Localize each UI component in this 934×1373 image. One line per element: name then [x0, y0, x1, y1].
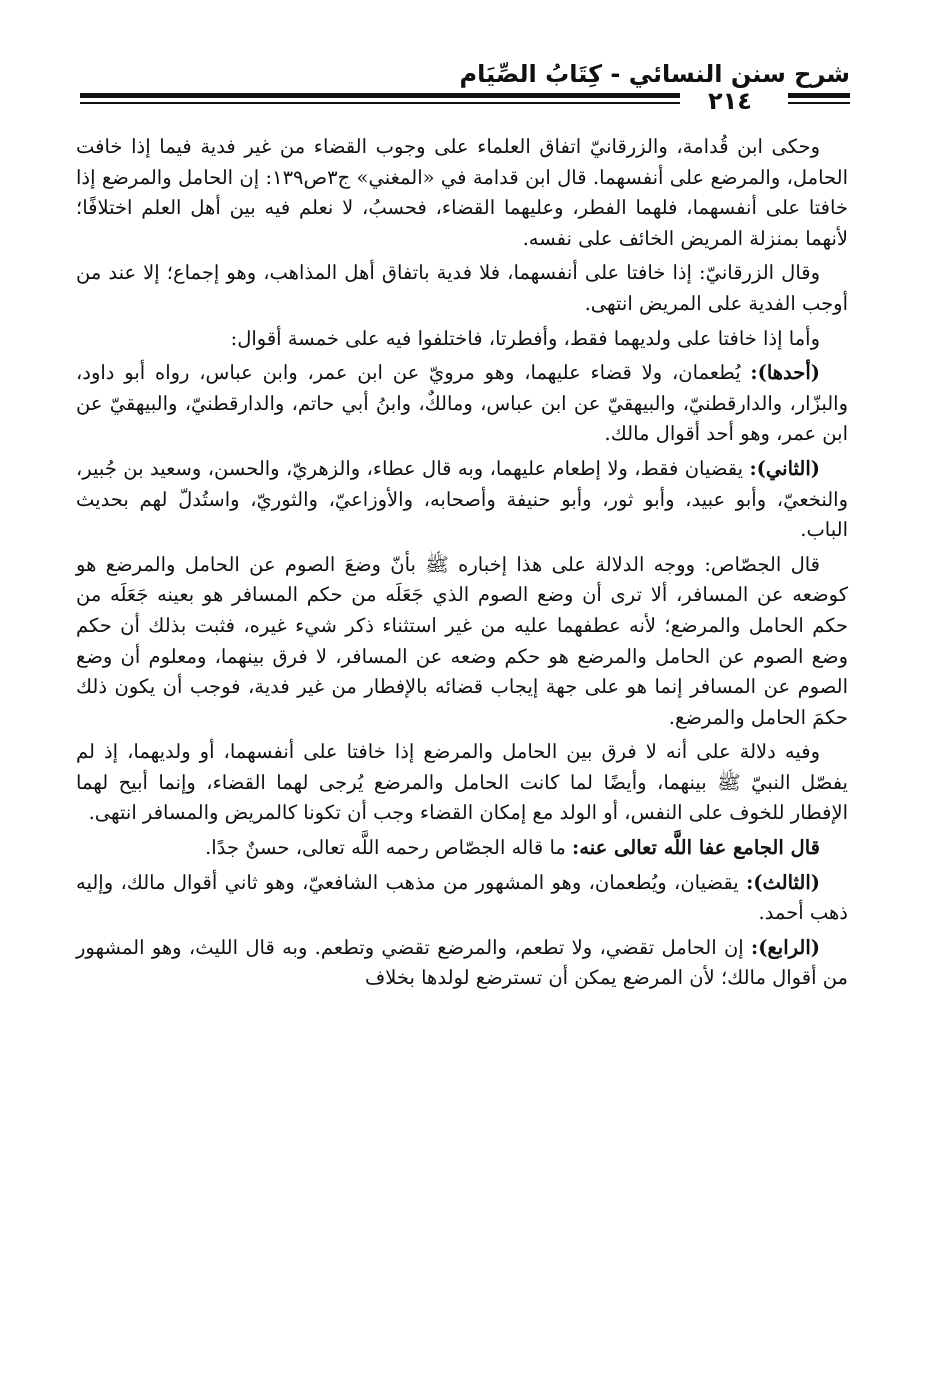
- paragraph-text: يُطعمان، ولا قضاء عليهما، وهو مرويّ عن ابن عمر، وابن عباس، رواه أبو داود، والبزّار، والدارقطنيّ، والبيهقيّ عن ابن عباس، ومالكٌ، وابنُ أبي حاتم، والدارقطنيّ، والبيهقيّ عن ابن عمر، وهو أحد أقوال مالك.: [76, 361, 848, 446]
- paragraph-text: إن الحامل تقضي، ولا تطعم، والمرضع تقضي وتطعم. وبه قال الليث، وهو المشهور من أقوال مالك؛ لأن المرضع يمكن أن تسترضع لولدها بخلاف: [76, 935, 848, 990]
- paragraph: [76, 258, 848, 319]
- paragraph-text: وأما إذا خافتا على ولديهما فقط، وأفطرتا، فاختلفوا فيه على خمسة أقوال:: [230, 326, 820, 350]
- paragraph-lead: (أحدها):: [750, 361, 820, 385]
- paragraph: [76, 833, 848, 864]
- paragraph-text: وقال الزرقانيّ: إذا خافتا على أنفسهما، فلا فدية باتفاق أهل المذاهب، وهو إجماع؛ إلا عند من أوجب الفدية على المريض انتهى.: [76, 261, 848, 315]
- paragraph: [76, 737, 848, 829]
- paragraph: [76, 358, 848, 450]
- paragraph: [76, 132, 848, 254]
- header-rule-thick: [80, 93, 680, 98]
- paragraph-lead: (الثاني):: [749, 456, 820, 480]
- paragraph: [76, 454, 848, 546]
- header-rule-group: [80, 87, 850, 117]
- paragraph-text: وفيه دلالة على أنه لا فرق بين الحامل والمرضع إذا خافتا على أنفسهما، أو ولديهما، إذ لم يفصّل النبيّ ﷺ بينهما، وأيضًا لما كانت الحامل والمرضع يُرجى لهما القضاء، وإنما أبيح لهما الإفطار للخوف على النفس، أو الولد مع إمكان القضاء وجب أن تكونا كالمريض والمسافر انتهى.: [76, 740, 848, 825]
- page-number: ٢١٤: [708, 87, 752, 115]
- paragraph-text: يقضيان فقط، ولا إطعام عليهما، وبه قال عطاء، والزهريّ، والحسن، وسعيد بن جُبير، والنخعيّ، وأبو عبيد، وأبو ثور، وأبو حنيفة وأصحابه، والأوزاعيّ، والثوريّ، واستُدلّ لهم بحديث الباب.: [76, 456, 848, 542]
- paragraph-text: وحكى ابن قُدامة، والزرقانيّ اتفاق العلماء على وجوب القضاء من غير فدية فيما إذا خافت الحامل، والمرضع على أنفسهما. قال ابن قدامة في «المغني» ج٣ص١٣٩: إن الحامل والمرضع إذا خافتا على أنفسهما، فلهما الفطر، وعليهما القضاء، فحسبُ، لا نعلم فيه بين أهل العلم اختلافًا؛ لأنهما بمنزلة المريض الخائف على نفسه.: [76, 135, 848, 250]
- paragraph-lead: (الثالث):: [746, 870, 820, 894]
- paragraph-lead: (الرابع):: [751, 935, 820, 959]
- body-text: [76, 132, 848, 998]
- paragraph-lead: قال الجامع عفا اللَّه تعالى عنه:: [572, 836, 820, 860]
- paragraph-text: يقضيان، ويُطعمان، وهو المشهور من مذهب الشافعيّ، وهو ثاني أقوال مالك، وإليه ذهب أحمد.: [76, 870, 848, 925]
- paragraph-text: ما قاله الجصّاص رحمه اللَّه تعالى، حسنٌ جدًا.: [205, 836, 573, 860]
- paragraph-text: قال الجصّاص: ووجه الدلالة على هذا إخباره ﷺ بأنّ وضعَ الصوم عن الحامل والمرضع هو كوضعه عن المسافر، ألا ترى أن وضع الصوم الذي جَعَلَه من حكم المسافر هو بعينه جَعَلَه من حكم الحامل والمرضع؛ لأنه عطفهما عليه من غير استثناء ذكر شيء غيره، فثبت بذلك أن حكم وضع الصوم عن الحامل والمرضع هو حكم وضعه عن المسافر، لا فرق بينهما، ومعلوم أن وضع الصوم عن المسافر إنما هو على جهة إيجاب قضائه بالإفطار من غير فدية، فوجب أن يكون ذلك حكمَ الحامل والمرضع.: [76, 552, 848, 729]
- header-rule-thick-right: [788, 93, 850, 98]
- header-rule-thin-right: [788, 102, 850, 104]
- paragraph: [76, 324, 848, 355]
- header-title: شرح سنن النسائي - كِتَابُ الصِّيَام: [459, 60, 850, 88]
- paragraph: [76, 933, 848, 994]
- header-rule-thin: [80, 102, 680, 104]
- paragraph: [76, 550, 848, 734]
- paragraph: [76, 868, 848, 929]
